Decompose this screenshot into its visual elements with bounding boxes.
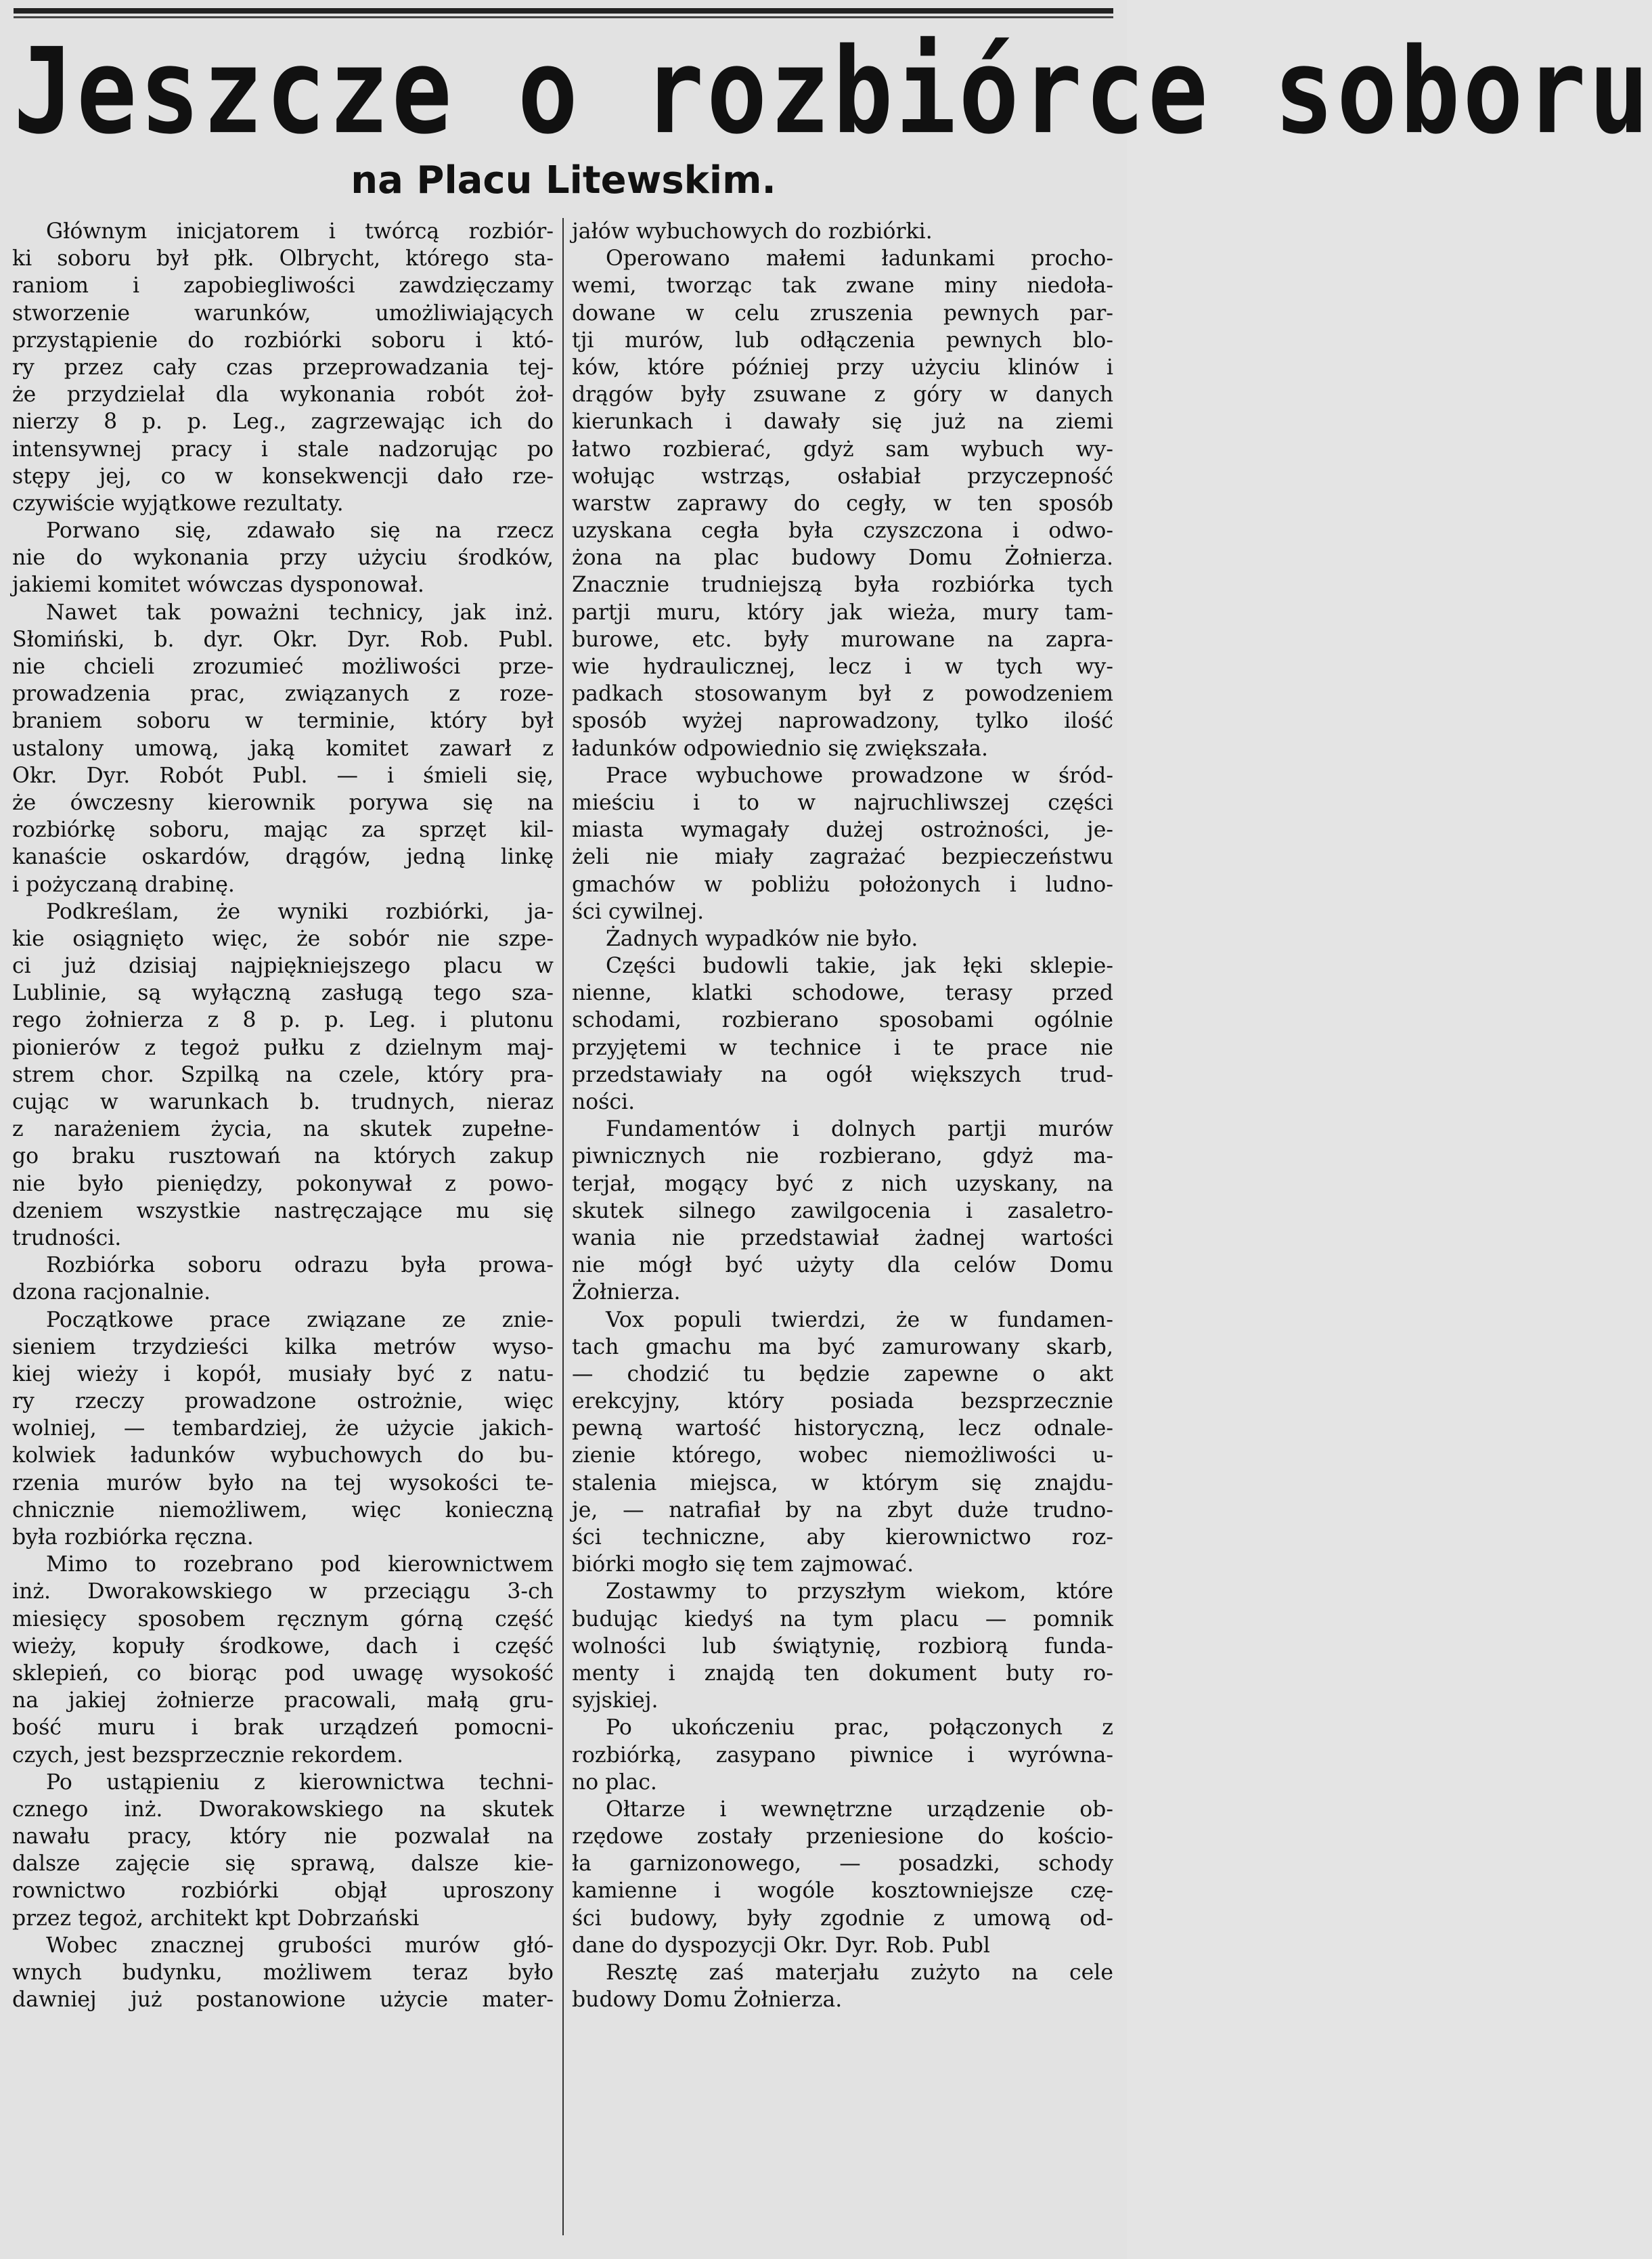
text-line: kolwiek ładunków wybuchowych do bu- — [12, 1443, 554, 1468]
text-line: dawniej już postanowione użycie mater- — [12, 1988, 554, 2013]
text-line: stępy jej, co w konsekwencji dało rze- — [12, 464, 554, 489]
text-line: stalenia miejsca, w którym się znajdu- — [572, 1470, 1113, 1495]
text-line: no plac. — [572, 1770, 657, 1795]
text-line: rego żołnierza z 8 p. p. Leg. i plutonu — [12, 1008, 554, 1033]
right-column — [572, 218, 1113, 2013]
text-line: Prace wybuchowe prowadzone w śród- — [606, 763, 1113, 788]
text-line: Znacznie trudniejszą była rozbiórka tych — [572, 573, 1113, 598]
text-line: ności. — [572, 1090, 635, 1114]
text-line: ustalony umową, jaką komitet zawarł z — [12, 736, 554, 761]
text-line: intensywnej pracy i stale nadzorując po — [12, 437, 554, 462]
text-line: dzeniem wszystkie nastręczające mu się — [12, 1198, 554, 1223]
text-line: Wobec znacznej grubości murów głó- — [46, 1933, 554, 1958]
text-line: Lublinie, są wyłączną zasługą tego sza- — [12, 981, 554, 1006]
text-line: że przydzielał dla wykonania robót żoł- — [12, 382, 554, 408]
text-line: ści techniczne, aby kierownictwo roz- — [572, 1525, 1113, 1550]
text-line: była rozbiórka ręczna. — [12, 1525, 254, 1550]
text-line: wieży, kopuły środkowe, dach i część — [12, 1633, 554, 1659]
text-line: nie chcieli zrozumieć możliwości prze- — [12, 655, 554, 679]
text-line: bość muru i brak urządzeń pomocni- — [12, 1715, 554, 1740]
text-line: kie osiągnięto więc, że sobór nie szpe- — [12, 926, 554, 951]
text-line: Zostawmy to przyszłym wiekom, które — [606, 1579, 1113, 1604]
text-line: go braku rusztowań na których zakup — [12, 1144, 554, 1169]
text-line: menty i znajdą ten dokument buty ro- — [572, 1661, 1113, 1686]
text-line: czych, jest bezsprzecznie rekordem. — [12, 1742, 404, 1768]
text-line: je, — natrafiał by na zbyt duże trudno- — [572, 1497, 1113, 1522]
text-line: rozbiórką, zasypano piwnice i wyrówna- — [572, 1742, 1113, 1768]
left-column — [12, 218, 554, 2013]
text-line: czywiście wyjątkowe rezultaty. — [12, 491, 344, 516]
text-line: terjał, mogący być z nich uzyskany, na — [572, 1171, 1113, 1196]
text-line: chnicznie niemożliwem, więc konieczną — [12, 1497, 554, 1522]
article-title: Jeszcze o rozbiórce soboru — [14, 22, 1652, 160]
text-line: strem chor. Szpilką na czele, który pra- — [12, 1062, 554, 1087]
text-line: Po ustąpieniu z kierownictwa techni- — [46, 1770, 554, 1795]
text-line: Po ukończeniu prac, połączonych z — [606, 1715, 1113, 1740]
text-line: schodami, rozbierano sposobami ogólnie — [572, 1008, 1113, 1033]
text-line: inż. Dworakowskiego w przeciągu 3-ch — [12, 1579, 554, 1604]
text-line: ki soboru był płk. Olbrycht, którego sta- — [12, 246, 554, 271]
text-line: ków, które później przy użyciu klinów i — [572, 355, 1113, 380]
text-line: budując kiedyś na tym placu — pomnik — [572, 1606, 1113, 1631]
text-line: żona na plac budowy Domu Żołnierza. — [572, 546, 1113, 571]
text-line: kamienne i wogóle kosztowniejsze czę- — [572, 1879, 1113, 1904]
text-line: dzona racjonalnie. — [12, 1280, 211, 1305]
text-line: kierunkach i dawały się już na ziemi — [572, 410, 1113, 435]
text-line: Żadnych wypadków nie było. — [606, 926, 918, 951]
text-line: skutek silnego zawilgocenia i zasaletro- — [572, 1198, 1113, 1223]
text-line: ładunków odpowiednio się zwiększała. — [572, 736, 989, 761]
text-line: ry przez cały czas przeprowadzania tej- — [12, 355, 554, 380]
text-line: rzędowe zostały przeniesione do kościo- — [572, 1824, 1113, 1849]
text-line: biórki mogło się tem zajmować. — [572, 1552, 914, 1577]
text-line: nie do wykonania przy użyciu środków, — [12, 546, 554, 571]
text-line: uzyskana cegła była czyszczona i odwo- — [572, 519, 1113, 544]
text-line: — chodzić tu będzie zapewne o akt — [572, 1361, 1113, 1386]
text-line: Mimo to rozebrano pod kierownictwem — [46, 1552, 554, 1577]
top-rule — [14, 8, 1113, 14]
text-line: rownictwo rozbiórki objął uproszony — [12, 1879, 554, 1904]
text-line: sieniem trzydzieści kilka metrów wyso- — [12, 1334, 554, 1359]
text-line: rozbiórkę soboru, mając za sprzęt kil- — [12, 818, 554, 843]
text-line: Nawet tak poważni technicy, jak inż. — [46, 600, 554, 625]
text-line: burowe, etc. były murowane na zapra- — [572, 627, 1113, 652]
text-line: wemi, tworząc tak zwane miny niedoła- — [572, 273, 1113, 299]
text-line: Podkreślam, że wyniki rozbiórki, ja- — [46, 899, 554, 924]
text-line: drągów były zsuwane z góry w danych — [572, 382, 1113, 408]
text-line: wie hydraulicznej, lecz i w tych wy- — [572, 655, 1113, 679]
text-line: padkach stosowanym był z powodzeniem — [572, 682, 1113, 707]
text-line: i pożyczaną drabinę. — [12, 872, 235, 897]
text-line: ści budowy, były zgodnie z umową od- — [572, 1906, 1113, 1931]
text-line: tach gmachu ma być zamurowany skarb, — [572, 1334, 1113, 1359]
text-line: przedstawiały na ogół większych trud- — [572, 1062, 1113, 1087]
text-line: dalsze zajęcie się sprawą, dalsze kie- — [12, 1851, 554, 1877]
text-line: prowadzenia prac, związanych z roze- — [12, 682, 554, 707]
text-line: trudności. — [12, 1225, 122, 1250]
text-line: rzenia murów było na tej wysokości te- — [12, 1470, 554, 1495]
text-line: żeli nie miały zagrażać bezpieczeństwu — [572, 845, 1113, 870]
text-line: sposób wyżej naprowadzony, tylko ilość — [572, 709, 1113, 734]
text-line: Głównym inicjatorem i twórcą rozbiór- — [46, 219, 554, 244]
text-line: na jakiej żołnierze pracowali, małą gru- — [12, 1688, 554, 1713]
text-line: zienie którego, wobec niemożliwości u- — [572, 1443, 1113, 1468]
text-line: kanaście oskardów, drągów, jedną linkę — [12, 845, 554, 870]
text-line: Żołnierza. — [572, 1280, 681, 1305]
text-line: kiej wieży i kopół, musiały być z natu- — [12, 1361, 554, 1386]
text-line: Porwano się, zdawało się na rzecz — [46, 519, 554, 544]
text-line: budowy Domu Żołnierza. — [572, 1988, 843, 2013]
text-line: Ołtarze i wewnętrzne urządzenie ob- — [606, 1797, 1113, 1822]
text-line: ści cywilnej. — [572, 899, 705, 924]
text-line: nierzy 8 p. p. Leg., zagrzewając ich do — [12, 410, 554, 435]
text-line: braniem soboru w terminie, który był — [12, 709, 554, 734]
text-line: Początkowe prace związane ze znie- — [46, 1307, 554, 1332]
text-line: że ówczesny kierownik porywa się na — [12, 790, 554, 815]
text-line: sklepień, co biorąc pod uwagę wysokość — [12, 1661, 554, 1686]
text-line: cując w warunkach b. trudnych, nieraz — [12, 1090, 554, 1114]
text-line: miesięcy sposobem ręcznym górną część — [12, 1606, 554, 1631]
text-line: łatwo rozbierać, gdyż sam wybuch wy- — [572, 437, 1113, 462]
text-line: jałów wybuchowych do rozbiórki. — [572, 219, 933, 244]
text-line: piwnicznych nie rozbierano, gdyż ma- — [572, 1144, 1113, 1169]
text-line: mieściu i to w najruchliwszej części — [572, 790, 1113, 815]
text-line: partji muru, który jak wieża, mury tam- — [572, 600, 1113, 625]
text-line: wolniej, — tembardziej, że użycie jakich- — [12, 1416, 554, 1441]
text-line: nie mógł być użyty dla celów Domu — [572, 1253, 1113, 1278]
text-line: Fundamentów i dolnych partji murów — [606, 1117, 1113, 1142]
text-line: tji murów, lub odłączenia pewnych blo- — [572, 328, 1113, 353]
text-line: miasta wymagały dużej ostrożności, je- — [572, 818, 1113, 843]
text-line: nienne, klatki schodowe, terasy przed — [572, 981, 1113, 1006]
text-line: z narażeniem życia, na skutek zupełne- — [12, 1117, 554, 1142]
text-line: warstw zaprawy do cegły, w ten sposób — [572, 491, 1113, 516]
text-line: gmachów w pobliżu położonych i ludno- — [572, 872, 1113, 897]
text-line: cznego inż. Dworakowskiego na skutek — [12, 1797, 554, 1822]
text-line: Rozbiórka soboru odrazu była prowa- — [46, 1253, 554, 1278]
article-subtitle: na Placu Litewskim. — [351, 158, 776, 202]
text-line: Słomiński, b. dyr. Okr. Dyr. Rob. Publ. — [12, 627, 554, 652]
text-line: pewną wartość historyczną, lecz odnale- — [572, 1416, 1113, 1441]
column-divider — [562, 218, 564, 2235]
text-line: nie było pieniędzy, pokonywał z powo- — [12, 1171, 554, 1196]
text-line: dowane w celu zruszenia pewnych par- — [572, 301, 1113, 326]
text-line: jakiemi komitet wówczas dysponował. — [12, 573, 424, 598]
text-line: wnych budynku, możliwem teraz było — [12, 1960, 554, 1985]
text-line: stworzenie warunków, umożliwiających — [12, 301, 554, 326]
text-line: raniom i zapobiegliwości zawdzięczamy — [12, 273, 554, 299]
text-line: wołując wstrząs, osłabiał przyczepność — [572, 464, 1113, 489]
text-line: wolności lub świątynię, rozbiorą funda- — [572, 1633, 1113, 1659]
text-line: przyjętemi w technice i te prace nie — [572, 1035, 1113, 1060]
text-line: syjskiej. — [572, 1688, 658, 1713]
text-line: wania nie przedstawiał żadnej wartości — [572, 1225, 1113, 1250]
text-line: nawału pracy, który nie pozwalał na — [12, 1824, 554, 1849]
text-line: Resztę zaś materjału zużyto na cele — [606, 1960, 1113, 1985]
text-line: Okr. Dyr. Robót Publ. — i śmieli się, — [12, 763, 554, 788]
text-line: przez tegoż, architekt kpt Dobrzański — [12, 1906, 420, 1931]
text-line: ry rzeczy prowadzone ostrożnie, więc — [12, 1389, 554, 1414]
text-line: ła garnizonowego, — posadzki, schody — [572, 1851, 1113, 1877]
text-line: pionierów z tegoż pułku z dzielnym maj- — [12, 1035, 554, 1060]
text-line: Części budowli takie, jak łęki sklepie- — [606, 954, 1113, 979]
text-line: dane do dyspozycji Okr. Dyr. Rob. Publ — [572, 1933, 990, 1958]
text-line: ci już dzisiaj najpiękniejszego placu w — [12, 954, 554, 979]
text-line: Operowano małemi ładunkami procho- — [606, 246, 1113, 271]
text-line: erekcyjny, który posiada bezsprzecznie — [572, 1389, 1113, 1414]
text-line: przystąpienie do rozbiórki soboru i któ- — [12, 328, 554, 353]
text-line: Vox populi twierdzi, że w fundamen- — [606, 1307, 1113, 1332]
